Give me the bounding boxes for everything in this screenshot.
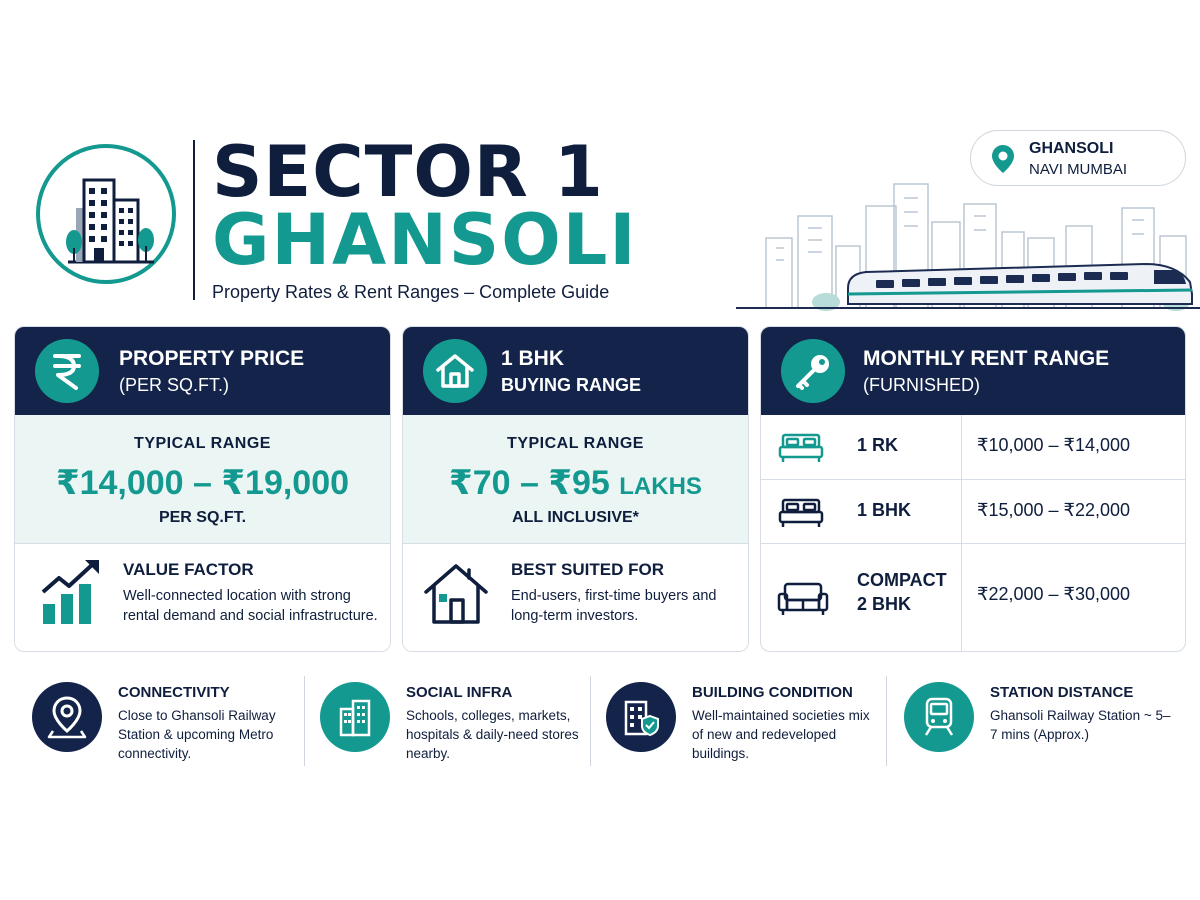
range-value: ₹14,000 – ₹19,000 bbox=[55, 464, 350, 502]
home-outline-icon bbox=[423, 562, 489, 626]
growth-chart-icon bbox=[39, 558, 103, 628]
row-divider bbox=[961, 544, 962, 652]
bed-icon bbox=[777, 433, 825, 463]
sofa-icon bbox=[777, 582, 829, 616]
feature-text: Well-maintained societies mix of new and redeveloped buildings. bbox=[692, 708, 870, 761]
monthly-rent-subtitle: (FURNISHED) bbox=[863, 375, 980, 395]
monthly-rent-title: MONTHLY RENT RANGE bbox=[863, 347, 1110, 370]
location-area: GHANSOLI bbox=[1029, 140, 1114, 157]
page-title-location: GHANSOLI bbox=[212, 199, 638, 281]
range-label: TYPICAL RANGE bbox=[507, 435, 644, 452]
logo-badge bbox=[36, 144, 176, 284]
feature-title: CONNECTIVITY bbox=[118, 684, 230, 701]
feature-connectivity bbox=[32, 680, 300, 770]
range-unit: PER SQ.FT. bbox=[158, 509, 247, 526]
feature-text: Schools, colleges, markets, hospitals & daily-need stores nearby. bbox=[406, 708, 579, 761]
feature-building-condition bbox=[606, 680, 882, 770]
rent-type: COMPACT bbox=[857, 570, 947, 590]
bed-icon bbox=[777, 498, 825, 528]
range-suffix: LAKHS bbox=[619, 473, 702, 500]
building-shield-icon bbox=[606, 682, 676, 752]
feature-station-distance bbox=[904, 680, 1174, 770]
header-divider bbox=[193, 140, 195, 300]
bhk-buying-subtitle: BUYING RANGE bbox=[501, 375, 642, 395]
bhk-buying-range bbox=[403, 415, 748, 543]
bhk-buying-header bbox=[403, 327, 748, 415]
rent-row-compact-2bhk bbox=[761, 543, 1185, 652]
best-suited-section bbox=[403, 543, 748, 651]
property-price-header bbox=[15, 327, 390, 415]
property-price-card bbox=[14, 326, 391, 652]
buildings-icon bbox=[320, 682, 390, 752]
value-factor-text: Well-connected location with strong rental demand and social infrastructure. bbox=[123, 588, 378, 624]
rent-type-line2: 2 BHK bbox=[857, 594, 912, 614]
property-price-subtitle: (PER SQ.FT.) bbox=[119, 375, 230, 395]
rent-type: 1 BHK bbox=[857, 500, 912, 520]
feature-divider bbox=[590, 676, 591, 766]
feature-text: Ghansoli Railway Station ~ 5–7 mins (Approx.) bbox=[990, 708, 1171, 742]
page-subtitle: Property Rates & Rent Ranges – Complete Guide bbox=[212, 282, 610, 302]
train-icon bbox=[904, 682, 974, 752]
map-pin-icon bbox=[991, 144, 1015, 174]
feature-title: SOCIAL INFRA bbox=[406, 684, 513, 701]
key-icon bbox=[781, 339, 845, 403]
page-title: SECTOR 1 bbox=[212, 131, 604, 213]
feature-title: STATION DISTANCE bbox=[990, 684, 1134, 701]
row-divider bbox=[961, 415, 962, 479]
rent-row-1bhk bbox=[761, 479, 1185, 543]
value-factor-title: VALUE FACTOR bbox=[123, 560, 254, 579]
location-city: NAVI MUMBAI bbox=[1029, 161, 1128, 178]
range-amount: ₹70 – ₹95 bbox=[449, 464, 610, 502]
buildings-icon bbox=[54, 162, 166, 274]
range-value bbox=[403, 463, 748, 503]
rent-price: ₹15,000 – ₹22,000 bbox=[977, 500, 1131, 520]
feature-title: BUILDING CONDITION bbox=[692, 684, 853, 701]
property-price-title: PROPERTY PRICE bbox=[119, 347, 305, 370]
rupee-icon bbox=[35, 339, 99, 403]
rent-row-1rk bbox=[761, 415, 1185, 479]
rent-price: ₹22,000 – ₹30,000 bbox=[977, 584, 1131, 604]
rent-type: 1 RK bbox=[857, 435, 899, 455]
range-label: TYPICAL RANGE bbox=[134, 435, 271, 452]
bhk-buying-title: 1 BHK bbox=[501, 347, 565, 370]
best-suited-text: End-users, first-time buyers and long-term investors. bbox=[511, 588, 717, 624]
rent-price: ₹10,000 – ₹14,000 bbox=[977, 435, 1131, 455]
feature-divider bbox=[886, 676, 887, 766]
bhk-buying-card bbox=[402, 326, 749, 652]
city-skyline-metro-icon bbox=[736, 176, 1200, 312]
monthly-rent-header bbox=[761, 327, 1185, 415]
best-suited-title: BEST SUITED FOR bbox=[511, 560, 665, 579]
feature-divider bbox=[304, 676, 305, 766]
row-divider bbox=[961, 480, 962, 543]
house-icon bbox=[423, 339, 487, 403]
range-unit: ALL INCLUSIVE* bbox=[512, 509, 639, 526]
monthly-rent-card bbox=[760, 326, 1186, 652]
feature-text: Close to Ghansoli Railway Station & upcoming Metro connectivity. bbox=[118, 708, 276, 761]
map-pin-icon bbox=[32, 682, 102, 752]
value-factor-section bbox=[15, 543, 390, 651]
feature-social-infra bbox=[320, 680, 588, 770]
property-price-range bbox=[15, 415, 390, 543]
